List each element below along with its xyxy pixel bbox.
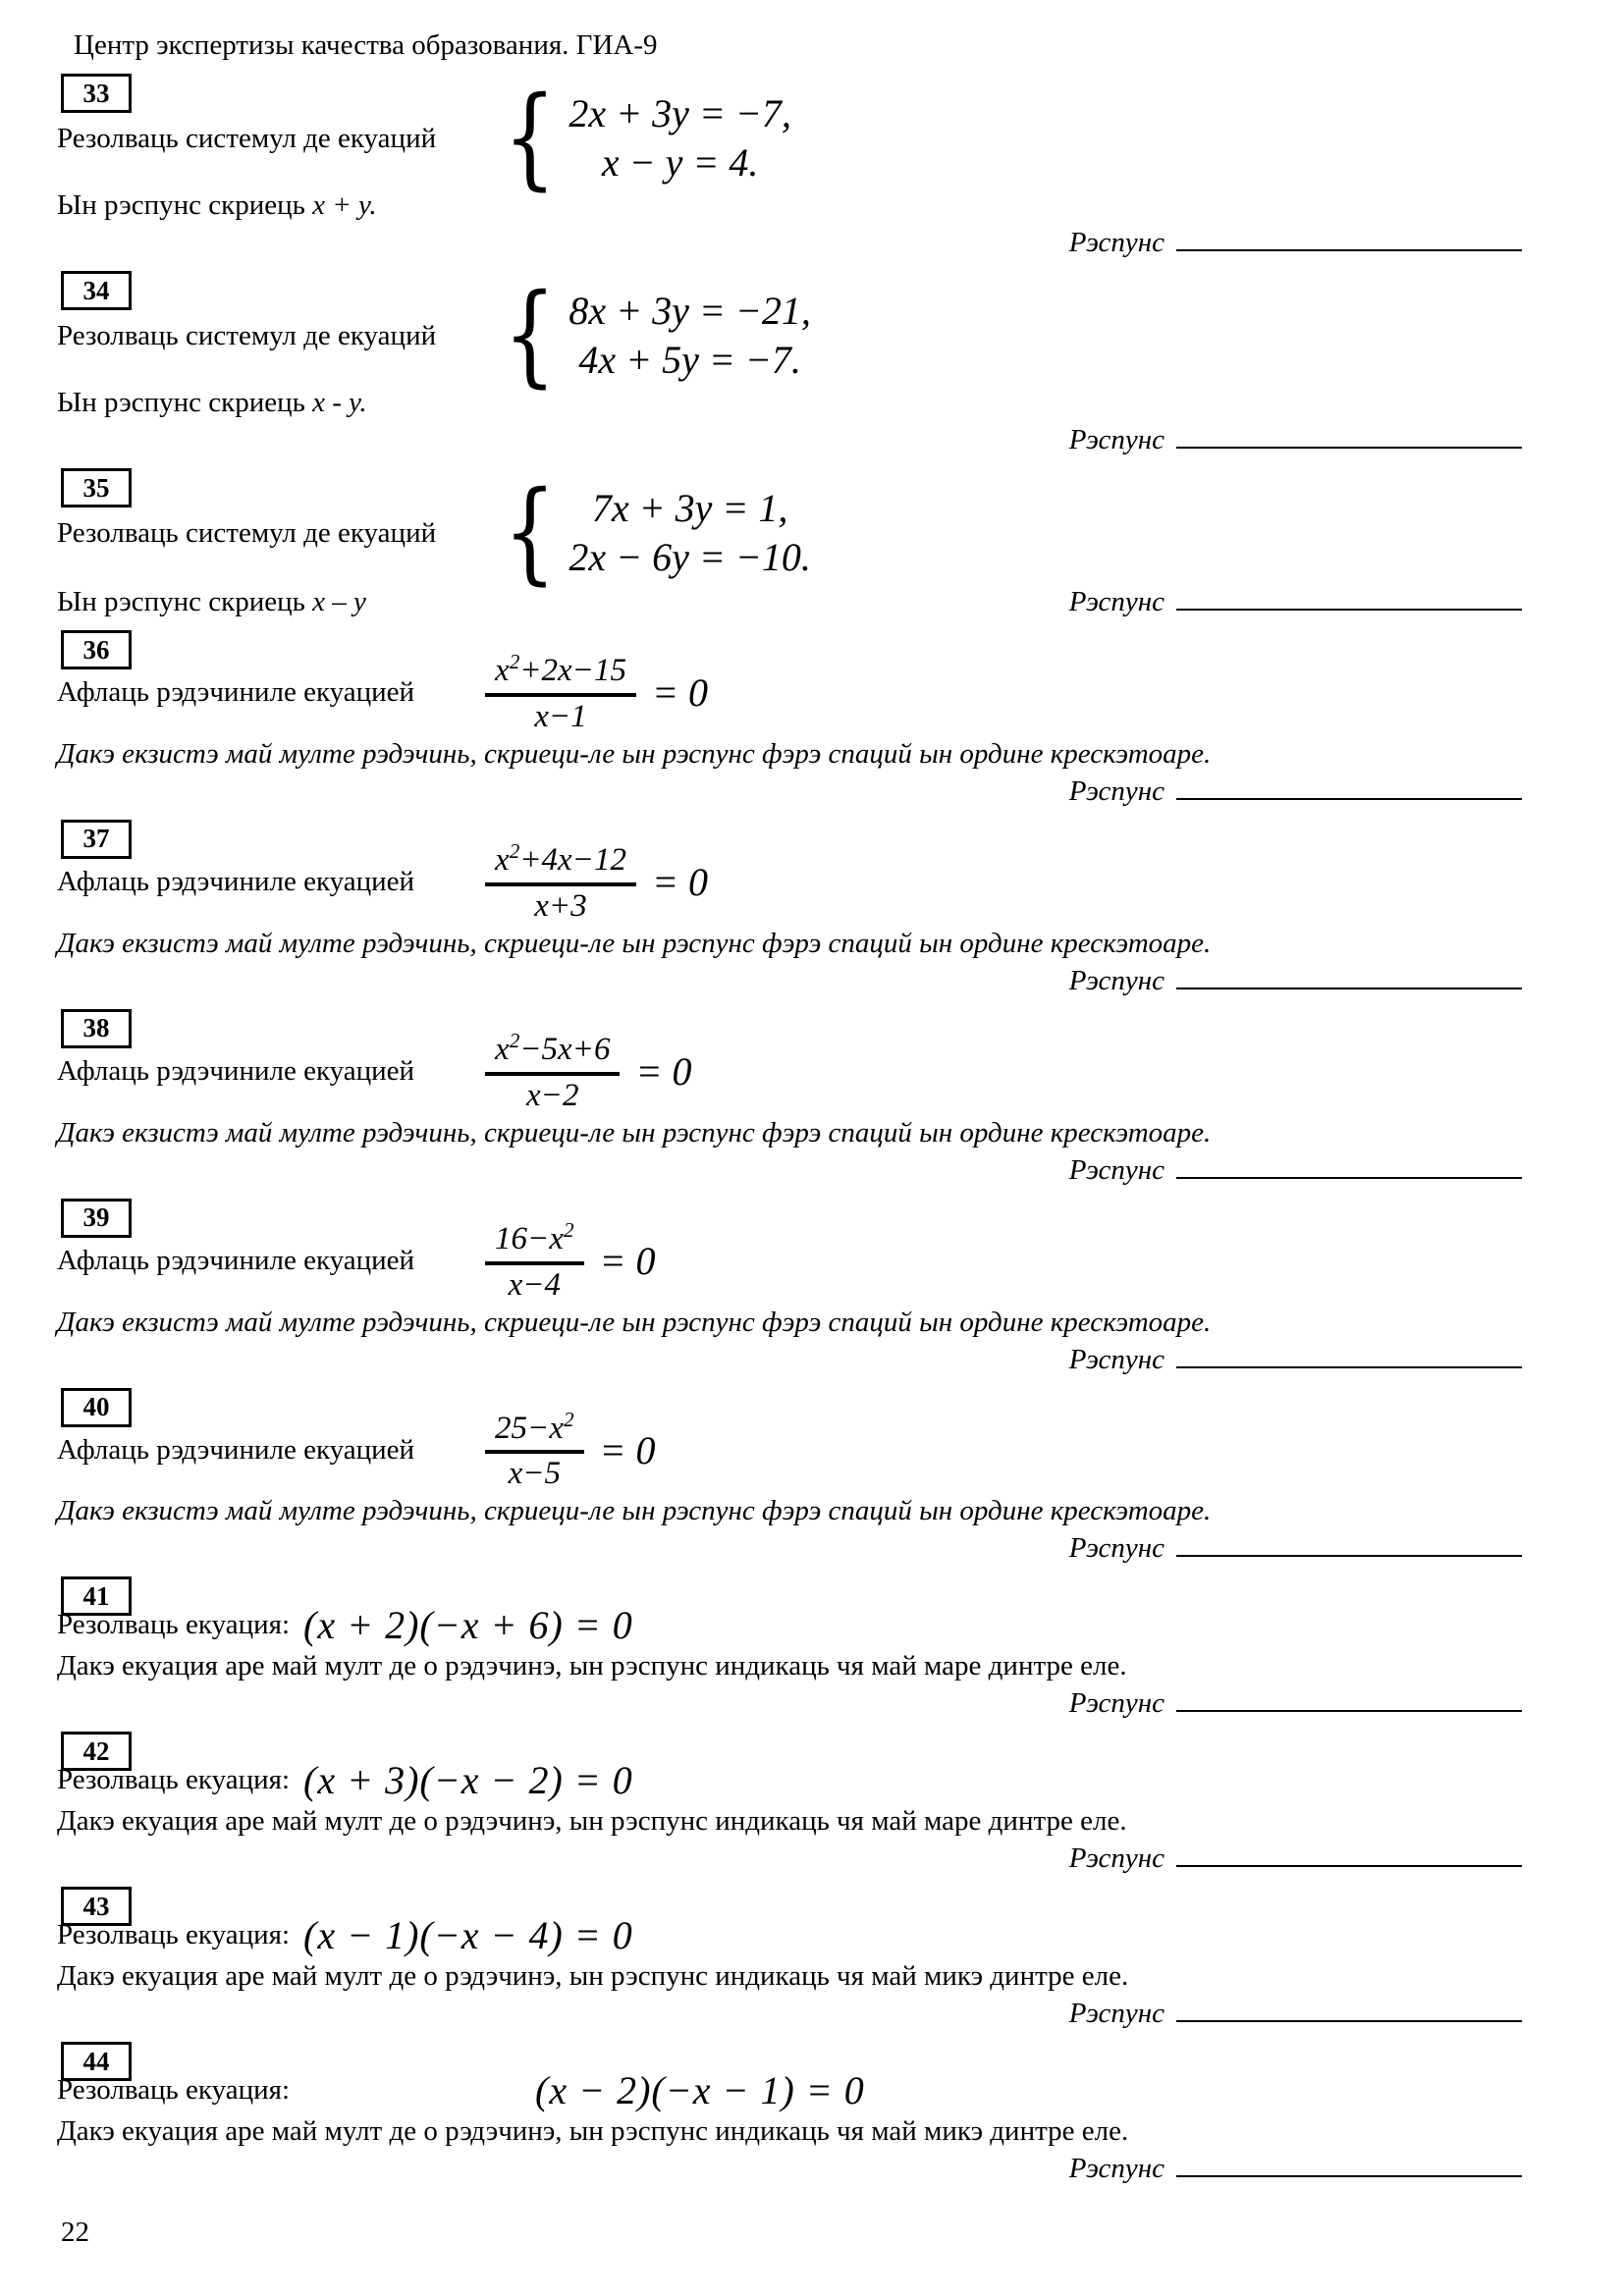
answer-label: Рэспунс (1068, 774, 1164, 807)
answer-label: Рэспунс (1068, 586, 1164, 617)
system-brace-icon: { (504, 74, 557, 202)
page-header: Центр экспертизы качества образования. ГИА-9 (74, 29, 658, 61)
equation-row (57, 271, 1624, 400)
problem-prompt: Резолваць системул де екуаций (57, 319, 437, 351)
problem-number: 35 (82, 472, 110, 503)
note-math: x + y. (312, 189, 377, 221)
fraction-stack (485, 1029, 620, 1115)
problem-40 (57, 1388, 1624, 1566)
note-text: Дакэ екзистэ май мулте рэдэчинь, скриеци-ле ын рэспунс фэрэ спаций ын ордине крескэтоаре. (57, 1306, 1212, 1338)
equation-row (57, 1408, 1624, 1494)
answer-row (57, 1531, 1624, 1565)
answer-row (57, 774, 1624, 808)
answer-blank-line (1176, 1842, 1522, 1867)
fraction-numerator: $16-x^2$ (485, 1218, 583, 1265)
answer-row (57, 1997, 1624, 2030)
answer-label: Рэспунс (1068, 227, 1164, 258)
problem-number: 40 (82, 1392, 110, 1421)
problem-prompt: Резолваць екуация: (57, 1764, 290, 1796)
system-equations (568, 89, 790, 187)
answer-row (57, 964, 1624, 997)
product-equation: (x − 2)(−x − 1) = 0 (535, 2068, 865, 2113)
problem-37 (57, 820, 1624, 997)
equation-row (57, 1757, 1624, 1803)
answer-blank-line (1176, 226, 1522, 251)
problem-41 (57, 1576, 1624, 1720)
problem-prompt: Афлаць рэдэчиниле екуацией (57, 866, 415, 898)
problem-prompt: Афлаць рэдэчиниле екуацией (57, 1245, 415, 1277)
problem-44 (57, 2042, 1624, 2185)
fraction-stack (485, 1408, 583, 1494)
answer-label: Рэспунс (1068, 964, 1164, 996)
page-number: 22 (61, 2216, 89, 2248)
answer-row (1069, 585, 1522, 618)
problem-prompt: Резолваць системул де екуаций (57, 122, 437, 154)
equation-line-2: x − y = 4. (601, 140, 759, 185)
problem-number: 41 (82, 1580, 110, 1611)
problem-35 (57, 468, 1624, 618)
answer-blank-line (1176, 1153, 1522, 1179)
equals-zero: = 0 (651, 860, 708, 905)
equation-row (57, 650, 1624, 736)
fraction-denominator: x+3 (534, 887, 587, 924)
equation-row (57, 1912, 1624, 1958)
problem-number: 44 (82, 2046, 110, 2076)
system-equations (568, 287, 810, 385)
equation-row (57, 468, 1624, 597)
problem-number: 39 (82, 1202, 110, 1233)
answer-label: Рэспунс (1068, 1687, 1164, 1720)
problem-number: 34 (82, 275, 110, 305)
note-text: Дакэ екзистэ май мулте рэдэчинь, скриеци-ле ын рэспунс фэрэ спаций ын ордине крескэтоаре. (57, 927, 1212, 959)
fraction-denominator: x−2 (526, 1077, 579, 1113)
fraction-denominator: x−4 (508, 1266, 561, 1303)
answer-blank-line (1176, 964, 1522, 989)
product-equation: (x + 2)(−x + 6) = 0 (303, 1603, 633, 1648)
answer-blank-line (1176, 1686, 1522, 1712)
equals-zero: = 0 (599, 1239, 656, 1284)
page-content (0, 74, 1624, 2185)
problem-34 (57, 271, 1624, 456)
answer-label: Рэспунс (1068, 1343, 1164, 1375)
equation-row (57, 2067, 1624, 2113)
note-text: Дакэ екзистэ май мулте рэдэчинь, скриеци-ле ын рэспунс фэрэ спаций ын ордине крескэтоаре. (57, 1116, 1212, 1148)
equation-row (57, 74, 1624, 202)
note-prefix: Ын рэспунс скриець (57, 189, 305, 221)
fraction-expression (485, 1029, 691, 1115)
fraction-expression (485, 839, 708, 926)
fraction-stack (485, 1218, 583, 1305)
problem-prompt: Резолваць екуация: (57, 2074, 290, 2107)
answer-blank-line (1176, 1531, 1522, 1557)
equation-row (57, 839, 1624, 926)
note-text (57, 387, 1624, 419)
equation-line-2: 2x − 6y = −10. (568, 535, 811, 579)
answer-blank-line (1176, 774, 1522, 800)
product-equation: (x + 3)(−x − 2) = 0 (303, 1758, 633, 1803)
problem-prompt: Резолваць екуация: (57, 1609, 290, 1641)
note-prefix: Ын рэспунс скриець (57, 387, 305, 418)
fraction-numerator: $x^2+4x-12$ (485, 839, 636, 886)
problem-38 (57, 1009, 1624, 1187)
answer-label: Рэспунс (1068, 1532, 1164, 1565)
system-brace-icon: { (504, 271, 557, 400)
equation-row (57, 1602, 1624, 1648)
answer-row (57, 2152, 1624, 2185)
note-text: Дакэ екуация аре май мулт де о рэдэчинэ, ын рэспунс индикаць чя май микэ динтре еле. (57, 1960, 1129, 1993)
answer-row (57, 1842, 1624, 1875)
fraction-expression (485, 1408, 655, 1494)
equation-row (57, 1029, 1624, 1115)
fraction-stack (485, 839, 636, 926)
answer-blank-line (1176, 2152, 1522, 2177)
problem-number: 36 (82, 634, 110, 665)
fraction-numerator: $x^2+2x-15$ (485, 650, 636, 697)
equals-zero: = 0 (635, 1049, 692, 1095)
system-equations (568, 484, 810, 582)
answer-label: Рэспунс (1068, 1998, 1164, 2030)
problem-33 (57, 74, 1624, 259)
fraction-denominator: x−1 (534, 698, 587, 734)
problem-number: 33 (82, 78, 110, 108)
note-text: Дакэ екзистэ май мулте рэдэчинь, скриеци-ле ын рэспунс фэрэ спаций ын ордине крескэтоаре. (57, 1495, 1212, 1527)
note-answer-row (57, 584, 1624, 618)
problem-number: 38 (82, 1013, 110, 1043)
problem-number: 43 (82, 1891, 110, 1921)
problem-43 (57, 1887, 1624, 2030)
answer-row (57, 1343, 1624, 1376)
fraction-numerator: $x^2-5x+6$ (485, 1029, 620, 1076)
problem-39 (57, 1199, 1624, 1376)
equation-system (495, 74, 791, 202)
problem-prompt: Резолваць екуация: (57, 1919, 290, 1951)
equation-system (495, 468, 811, 597)
note-math: x - y. (312, 387, 367, 418)
note-text: Дакэ екуация аре май мулт де о рэдэчинэ, ын рэспунс индикаць чя май маре динтре еле. (57, 1650, 1127, 1682)
note-math: x – y (312, 586, 366, 617)
problem-36 (57, 630, 1624, 808)
fraction-expression (485, 650, 708, 736)
answer-row (57, 1153, 1624, 1187)
equation-row (57, 1218, 1624, 1305)
system-brace-icon: { (504, 468, 557, 597)
note-text (57, 586, 366, 618)
answer-label: Рэспунс (1068, 424, 1164, 455)
answer-blank-line (1176, 1997, 1522, 2022)
note-text: Дакэ екуация аре май мулт де о рэдэчинэ, ын рэспунс индикаць чя май маре динтре еле. (57, 1805, 1127, 1838)
equation-line-1: 2x + 3y = −7, (568, 91, 791, 135)
problem-prompt: Афлаць рэдэчиниле екуацией (57, 676, 415, 709)
problem-number: 42 (82, 1735, 110, 1766)
answer-blank-line (1176, 1343, 1522, 1368)
problem-prompt: Резолваць системул де екуаций (57, 516, 437, 549)
equation-line-1: 8x + 3y = −21, (568, 289, 811, 333)
problem-prompt: Афлаць рэдэчиниле екуацией (57, 1055, 415, 1088)
problem-number: 37 (82, 824, 110, 854)
answer-label: Рэспунс (1068, 1153, 1164, 1186)
answer-blank-line (1176, 585, 1522, 611)
equation-system (495, 271, 811, 400)
answer-row (57, 423, 1624, 456)
answer-label: Рэспунс (1068, 1842, 1164, 1875)
fraction-expression (485, 1218, 655, 1305)
note-prefix: Ын рэспунс скриець (57, 586, 305, 617)
fraction-stack (485, 650, 636, 736)
equation-line-2: 4x + 5y = −7. (578, 338, 801, 382)
equation-line-1: 7x + 3y = 1, (591, 486, 788, 530)
fraction-numerator: $25-x^2$ (485, 1408, 583, 1455)
problem-prompt: Афлаць рэдэчиниле екуацией (57, 1433, 415, 1466)
note-text: Дакэ екуация аре май мулт де о рэдэчинэ, ын рэспунс индикаць чя май микэ динтре еле. (57, 2115, 1129, 2148)
note-text (57, 189, 1624, 222)
product-equation: (x − 1)(−x − 4) = 0 (303, 1913, 633, 1958)
answer-label: Рэспунс (1068, 2153, 1164, 2185)
answer-row (57, 1686, 1624, 1720)
answer-blank-line (1176, 423, 1522, 449)
problem-42 (57, 1732, 1624, 1875)
fraction-denominator: x−5 (508, 1456, 561, 1492)
equals-zero: = 0 (651, 670, 708, 716)
note-text: Дакэ екзистэ май мулте рэдэчинь, скриеци-ле ын рэспунс фэрэ спаций ын ордине крескэтоаре. (57, 737, 1212, 770)
answer-row (57, 226, 1624, 259)
equals-zero: = 0 (599, 1427, 656, 1472)
